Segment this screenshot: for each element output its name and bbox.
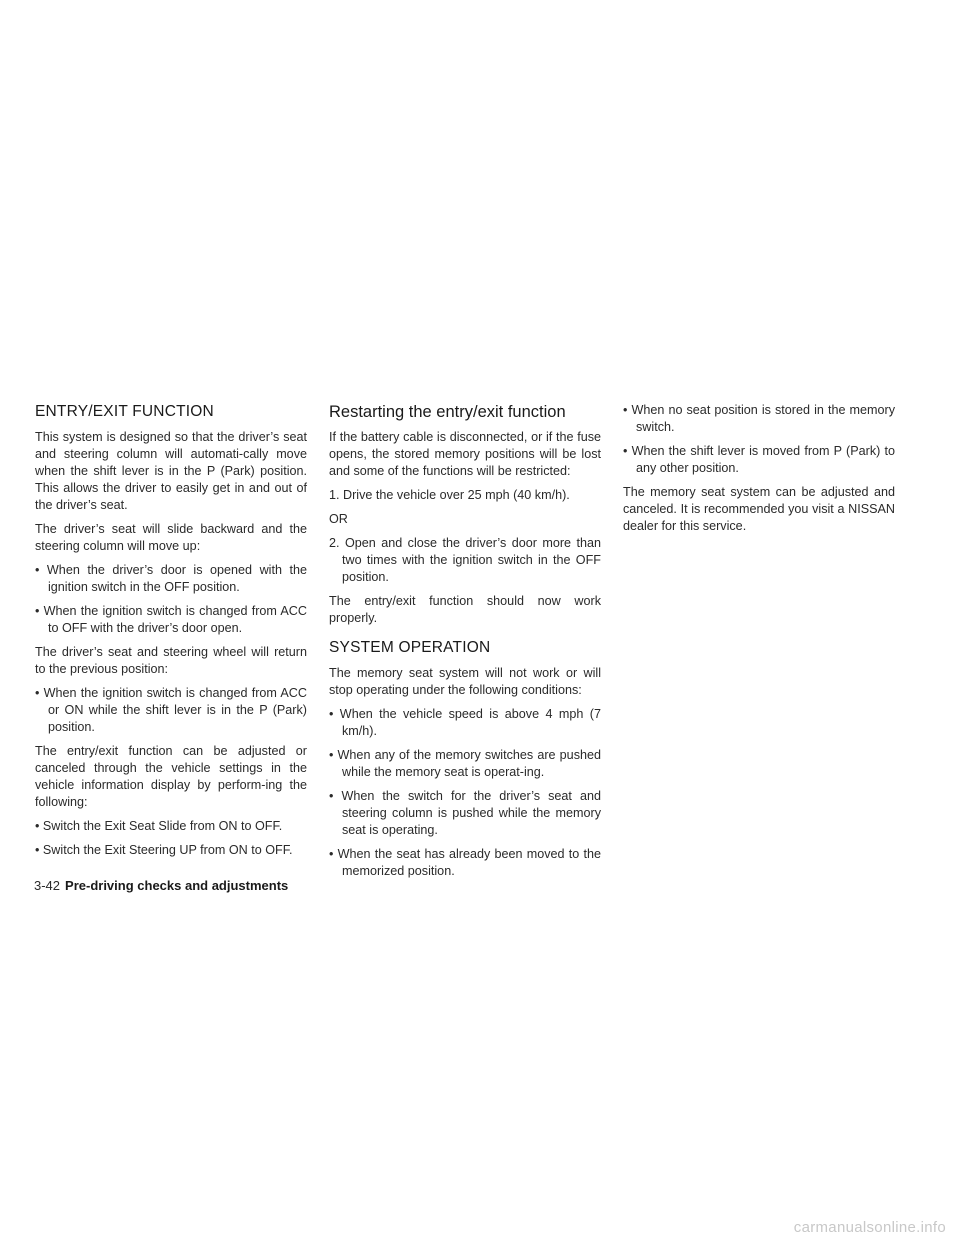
page-footer [34, 878, 288, 893]
paragraph: If the battery cable is disconnected, or if the fuse opens, the stored memory positions will be lost and some of the functions will be restricted: [329, 430, 601, 478]
bullet-item: • When the vehicle speed is above 4 mph (7 km/h). [329, 707, 601, 738]
bullet-item: • When no seat position is stored in the memory switch. [623, 403, 895, 434]
paragraph: The entry/exit function should now work properly. [329, 594, 601, 625]
bullet-item: • When the shift lever is moved from P (Park) to any other position. [623, 444, 895, 475]
section-title: Pre-driving checks and adjustments [65, 878, 289, 893]
bullet-item: • When the seat has already been moved to the memorized position. [329, 847, 601, 878]
bullet-item: • Switch the Exit Seat Slide from ON to OFF. [35, 819, 283, 833]
bullet-item: • When the driver’s door is opened with the ignition switch in the OFF position. [35, 563, 307, 594]
heading-restarting: Restarting the entry/exit function [329, 403, 566, 421]
heading-system-operation: SYSTEM OPERATION [329, 639, 491, 656]
column-1 [35, 402, 307, 866]
watermark: carmanualsonline.info [793, 1219, 946, 1236]
bullet-item: • When the switch for the driver’s seat and steering column is pushed while the memory seat is operating. [329, 789, 601, 837]
paragraph: This system is designed so that the driver’s seat and steering column will automati-cally move when the shift lever is in the P (Park) position. This allows the driver to easily get in and out of the driver’s seat. [35, 430, 307, 512]
bullet-item: • When the ignition switch is changed from ACC to OFF with the driver’s door open. [35, 604, 307, 635]
paragraph: The driver’s seat and steering wheel will return to the previous position: [35, 645, 307, 676]
bullet-item: • When the ignition switch is changed from ACC or ON while the shift lever is in the P (Park) position. [35, 686, 307, 734]
page-number: 3-42 [34, 878, 61, 893]
numbered-item: 1. Drive the vehicle over 25 mph (40 km/h). [329, 488, 570, 502]
column-2 [329, 402, 601, 887]
paragraph: The driver’s seat will slide backward and the steering column will move up: [35, 522, 307, 553]
paragraph: The memory seat system can be adjusted and canceled. It is recommended you visit a NISSAN dealer for this service. [623, 485, 895, 533]
paragraph: The entry/exit function can be adjusted or canceled through the vehicle settings in the vehicle information display by perform-ing the following: [35, 744, 307, 809]
heading-entry-exit-function: ENTRY/EXIT FUNCTION [35, 403, 214, 420]
bullet-item: • When any of the memory switches are pushed while the memory seat is operat-ing. [329, 748, 601, 779]
column-3 [623, 402, 895, 542]
or-label: OR [329, 512, 348, 526]
bullet-item: • Switch the Exit Steering UP from ON to OFF. [35, 843, 293, 857]
numbered-item: 2. Open and close the driver’s door more than two times with the ignition switch in the OFF position. [329, 536, 601, 584]
paragraph: The memory seat system will not work or will stop operating under the following conditions: [329, 666, 601, 697]
